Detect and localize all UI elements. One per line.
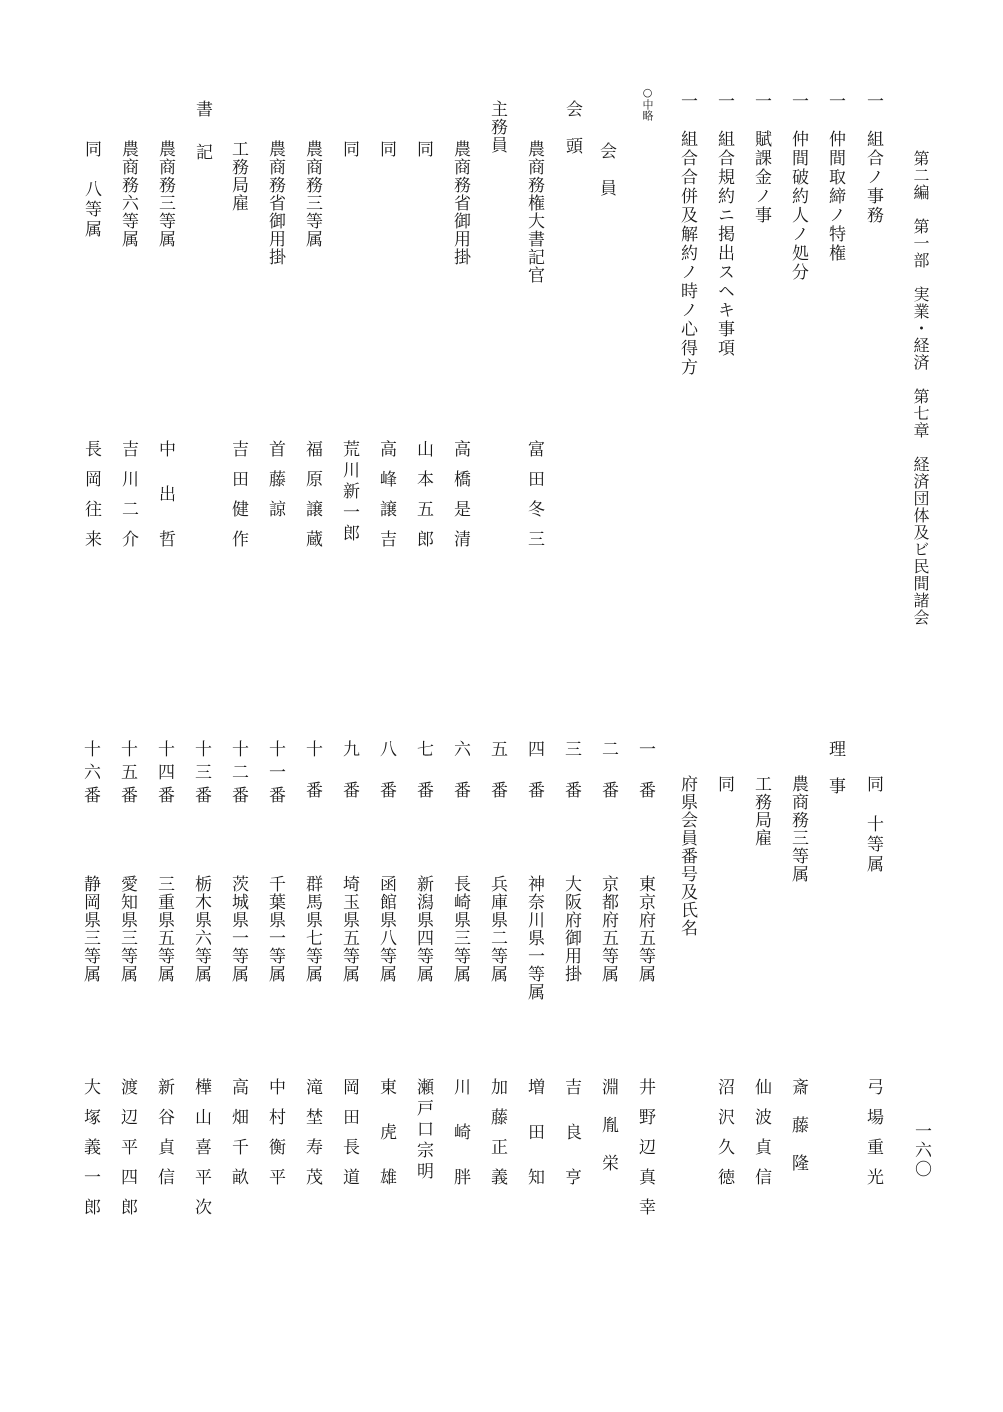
manager-1-name: 高橋是清 bbox=[450, 440, 470, 560]
duty-item-5: 一 組合規約ニ掲出スヘキ事項 bbox=[714, 92, 734, 358]
prefectural-members-heading: 府県会員番号及氏名 bbox=[677, 775, 697, 937]
seat-prefecture: 愛知県三等属 bbox=[117, 875, 137, 983]
director-1-name: 斎藤隆 bbox=[788, 1078, 808, 1192]
seat-number: 一番 bbox=[635, 740, 655, 822]
omission-note: ○中略 bbox=[641, 86, 654, 121]
directors-role: 理事 bbox=[825, 740, 845, 814]
seat-member: 樺山喜平次 bbox=[191, 1078, 211, 1228]
seat-prefecture: 静岡県三等属 bbox=[80, 875, 100, 983]
manager-6-name: 首藤諒 bbox=[265, 440, 285, 530]
seat-member: 増田知 bbox=[524, 1078, 544, 1213]
seat-prefecture: 群馬県七等属 bbox=[302, 875, 322, 983]
seat-number: 十番 bbox=[302, 740, 322, 822]
manager-4-name: 荒川新一郎 bbox=[339, 440, 359, 545]
running-header: 第二編 第一部 実業・経済 第七章 経済団体及ビ民間諸会 bbox=[911, 150, 930, 626]
seat-member: 渡辺平四郎 bbox=[117, 1078, 137, 1228]
seat-prefecture: 東京府五等属 bbox=[635, 875, 655, 983]
managers-role: 主務員 bbox=[487, 100, 507, 154]
clerk-3-title: 同 八等属 bbox=[81, 140, 101, 240]
seat-member: 淵胤栄 bbox=[598, 1078, 618, 1192]
seat-member: 瀬戸口宗明 bbox=[413, 1078, 433, 1183]
seat-prefecture: 函館県八等属 bbox=[376, 875, 396, 983]
clerks-role: 書記 bbox=[192, 100, 212, 186]
seat-prefecture: 千葉県一等属 bbox=[265, 875, 285, 983]
seat-member: 新谷貞信 bbox=[154, 1078, 174, 1198]
manager-3-name: 高峰譲吉 bbox=[376, 440, 396, 560]
seat-member: 岡田長道 bbox=[339, 1078, 359, 1198]
manager-6-title: 農商務省御用掛 bbox=[265, 140, 285, 266]
duty-item-1: 一 組合ノ事務 bbox=[863, 92, 883, 225]
seat-prefecture: 栃木県六等属 bbox=[191, 875, 211, 983]
page-number: 一六〇 bbox=[911, 1122, 931, 1179]
seat-member: 中村衡平 bbox=[265, 1078, 285, 1198]
manager-4-title: 同 bbox=[339, 140, 359, 158]
seat-number: 十一番 bbox=[265, 740, 285, 809]
president-role: 会頭 bbox=[562, 100, 582, 174]
seat-member: 加藤正義 bbox=[487, 1078, 507, 1198]
seat-number: 十二番 bbox=[228, 740, 248, 809]
seat-number: 八番 bbox=[376, 740, 396, 822]
clerk-1-name: 中出哲 bbox=[155, 440, 175, 575]
duty-item-3: 一 仲間破約人ノ処分 bbox=[788, 92, 808, 282]
seat-number: 七番 bbox=[413, 740, 433, 822]
director-2-title: 工務局雇 bbox=[751, 775, 771, 847]
seat-member: 吉良亨 bbox=[561, 1078, 581, 1213]
seat-number: 五番 bbox=[487, 740, 507, 822]
seat-prefecture: 兵庫県二等属 bbox=[487, 875, 507, 983]
seat-member: 高畑千畝 bbox=[228, 1078, 248, 1198]
director-2-name: 仙波貞信 bbox=[751, 1078, 771, 1198]
seat-member: 大塚義一郎 bbox=[80, 1078, 100, 1228]
seat-prefecture: 三重県五等属 bbox=[154, 875, 174, 983]
seat-number: 十六番 bbox=[80, 740, 100, 809]
seat-number: 四番 bbox=[524, 740, 544, 822]
seat-member: 川崎胖 bbox=[450, 1078, 470, 1213]
seat-prefecture: 新潟県四等属 bbox=[413, 875, 433, 983]
seat-prefecture: 京都府五等属 bbox=[598, 875, 618, 983]
clerk-2-title: 農商務六等属 bbox=[118, 140, 138, 248]
seat-member: 滝埜寿茂 bbox=[302, 1078, 322, 1198]
seat-number: 十五番 bbox=[117, 740, 137, 809]
seat-number: 十三番 bbox=[191, 740, 211, 809]
clerk-3-name: 長岡往来 bbox=[81, 440, 101, 560]
manager-2-name: 山本五郎 bbox=[413, 440, 433, 560]
manager-7-title: 工務局雇 bbox=[228, 140, 248, 212]
seat-prefecture: 茨城県一等属 bbox=[228, 875, 248, 983]
duty-item-4: 一 賦課金ノ事 bbox=[751, 92, 771, 225]
manager-5-title: 農商務三等属 bbox=[302, 140, 322, 248]
seat-prefecture: 長崎県三等属 bbox=[450, 875, 470, 983]
duty-item-6: 一 組合合併及解約ノ時ノ心得方 bbox=[677, 92, 697, 377]
seat-member: 井野辺真幸 bbox=[635, 1078, 655, 1228]
clerk-2-name: 吉川二介 bbox=[118, 440, 138, 560]
seat-number: 三番 bbox=[561, 740, 581, 822]
president-title: 農商務権大書記官 bbox=[524, 140, 544, 284]
members-heading: 会員 bbox=[596, 142, 616, 216]
seat-member: 東虎雄 bbox=[376, 1078, 396, 1213]
continued-title: 同 十等属 bbox=[863, 775, 883, 875]
director-1-title: 農商務三等属 bbox=[788, 775, 808, 883]
duty-item-2: 一 仲間取締ノ特権 bbox=[825, 92, 845, 263]
seat-number: 二番 bbox=[598, 740, 618, 822]
seat-prefecture: 埼玉県五等属 bbox=[339, 875, 359, 983]
manager-3-title: 同 bbox=[376, 140, 396, 158]
clerk-1-title: 農商務三等属 bbox=[155, 140, 175, 248]
director-3-title: 同 bbox=[714, 775, 734, 793]
seat-prefecture: 大阪府御用掛 bbox=[561, 875, 581, 983]
seat-number: 九番 bbox=[339, 740, 359, 822]
president-name: 富田冬三 bbox=[524, 440, 544, 560]
manager-2-title: 同 bbox=[413, 140, 433, 158]
manager-1-title: 農商務省御用掛 bbox=[450, 140, 470, 266]
seat-prefecture: 神奈川県一等属 bbox=[524, 875, 544, 1001]
manager-7-name: 吉田健作 bbox=[228, 440, 248, 560]
director-3-name: 沼沢久徳 bbox=[714, 1078, 734, 1198]
seat-number: 六番 bbox=[450, 740, 470, 822]
seat-number: 十四番 bbox=[154, 740, 174, 809]
continued-name: 弓場重光 bbox=[863, 1078, 883, 1198]
manager-5-name: 福原譲蔵 bbox=[302, 440, 322, 560]
